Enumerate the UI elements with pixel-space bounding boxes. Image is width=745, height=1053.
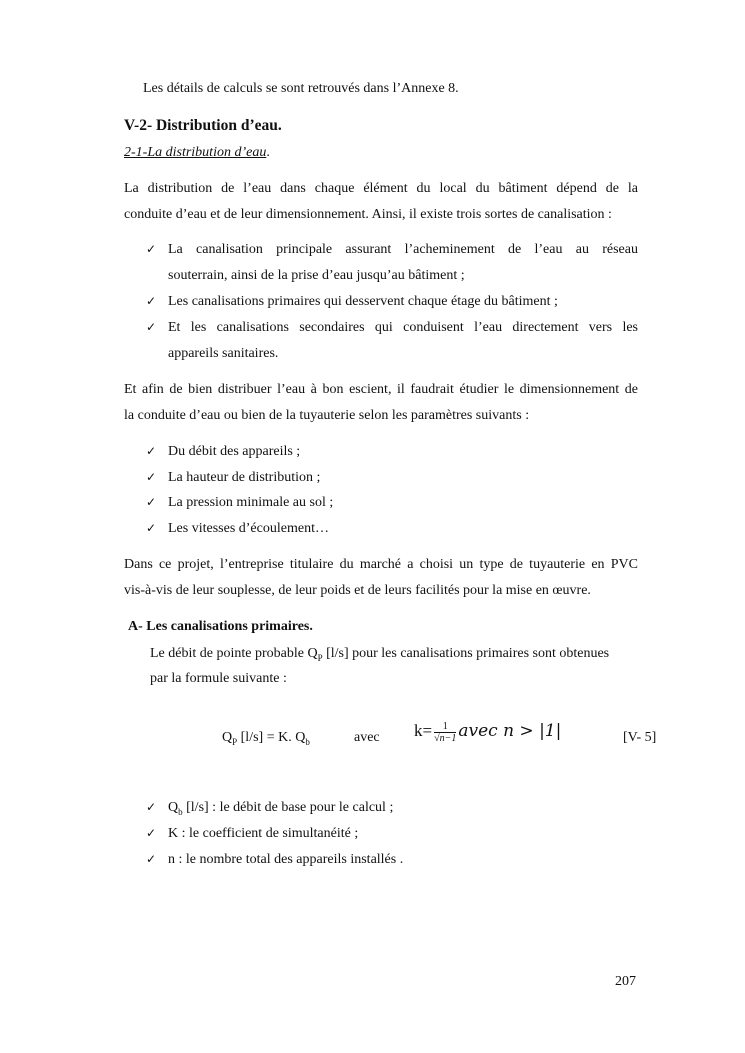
check-icon: ✓ (146, 242, 157, 256)
section-a-heading: A- Les canalisations primaires. (128, 619, 313, 634)
list2-item: La hauteur de distribution ; (168, 470, 321, 485)
formula-lhs-rest: [l/s] = K. Q (237, 730, 306, 745)
subsection-heading-text: 2-1-La distribution d’eau (124, 145, 267, 160)
list3-item3: n : le nombre total des appareils installés . (168, 852, 404, 867)
section-a-line2: par la formule suivante : (150, 671, 287, 686)
para3-line1: Dans ce projet, l’entreprise titulaire du marché a choisi un type de tuyauterie en PVC (124, 557, 638, 572)
section-a-line1-rest: [l/s] pour les canalisations primaires sont obtenues (322, 646, 610, 661)
check-icon: ✓ (146, 495, 157, 509)
formula-condition: avec n > |1| (458, 721, 562, 741)
list1-item1-line2: souterrain, ainsi de la prise d’eau jusqu’au bâtiment ; (168, 268, 465, 283)
list1-item2: Les canalisations primaires qui desservent chaque étage du bâtiment ; (168, 294, 558, 309)
para2-line1: Et afin de bien distribuer l’eau à bon escient, il faudrait étudier le dimensionnement de (124, 382, 638, 397)
para1-line1: La distribution de l’eau dans chaque élément du local du bâtiment dépend de la (124, 181, 638, 196)
formula-k (414, 721, 561, 744)
check-icon: ✓ (146, 800, 157, 814)
para2-line2: la conduite d’eau ou bien de la tuyauterie selon les paramètres suivants : (124, 408, 530, 423)
formula-lhs-q: Q (222, 730, 233, 745)
list3-item2: K : le coefficient de simultanéité ; (168, 826, 359, 841)
intro-line: Les détails de calculs se sont retrouvés dans l’Annexe 8. (143, 81, 459, 96)
list1-item1-line1: La canalisation principale assurant l’acheminement de l’eau au réseau (168, 242, 638, 257)
list1-item3-line2: appareils sanitaires. (168, 346, 279, 361)
list3-item1-rest: [l/s] : le débit de base pour le calcul ; (182, 800, 394, 815)
formula-frac-num: 1 (434, 721, 456, 733)
formula-ref: [V- 5] (623, 730, 657, 745)
formula-avec: avec (354, 730, 380, 745)
check-icon: ✓ (146, 826, 157, 840)
list2-item: La pression minimale au sol ; (168, 495, 334, 510)
list2-item: Du débit des appareils ; (168, 444, 301, 459)
list3-item1 (168, 800, 393, 817)
check-icon: ✓ (146, 521, 157, 535)
check-icon: ✓ (146, 852, 157, 866)
section-heading: V-2- Distribution d’eau. (124, 117, 282, 134)
page-number: 207 (615, 974, 636, 989)
formula-fraction (434, 721, 456, 744)
section-a-line1-sub: P (317, 652, 323, 663)
check-icon: ✓ (146, 470, 157, 484)
formula-lhs-sub: P (232, 736, 238, 747)
formula-lhs-sub2: b (305, 736, 310, 747)
list3-item1-q: Q (168, 800, 179, 815)
section-a-line1 (150, 646, 609, 663)
list1-item3-line1: Et les canalisations secondaires qui conduisent l’eau directement vers les (168, 320, 638, 335)
list3-item1-sub: b (178, 806, 183, 817)
check-icon: ✓ (146, 320, 157, 334)
formula-k-prefix: k= (414, 721, 433, 740)
para1-line2: conduite d’eau et de leur dimensionnement. Ainsi, il existe trois sortes de canalisation : (124, 207, 612, 222)
formula-frac-den: √n−1 (434, 733, 457, 745)
section-a-line1-text: Le débit de pointe probable Q (150, 646, 318, 661)
list2-item: Les vitesses d’écoulement… (168, 521, 329, 536)
check-icon: ✓ (146, 294, 157, 308)
check-icon: ✓ (146, 444, 157, 458)
subsection-heading: 2-1-La distribution d’eau. (124, 145, 270, 160)
formula-lhs (222, 730, 310, 747)
para3-line2: vis-à-vis de leur souplesse, de leur poids et de leurs facilités pour la mise en œuvre. (124, 583, 591, 598)
